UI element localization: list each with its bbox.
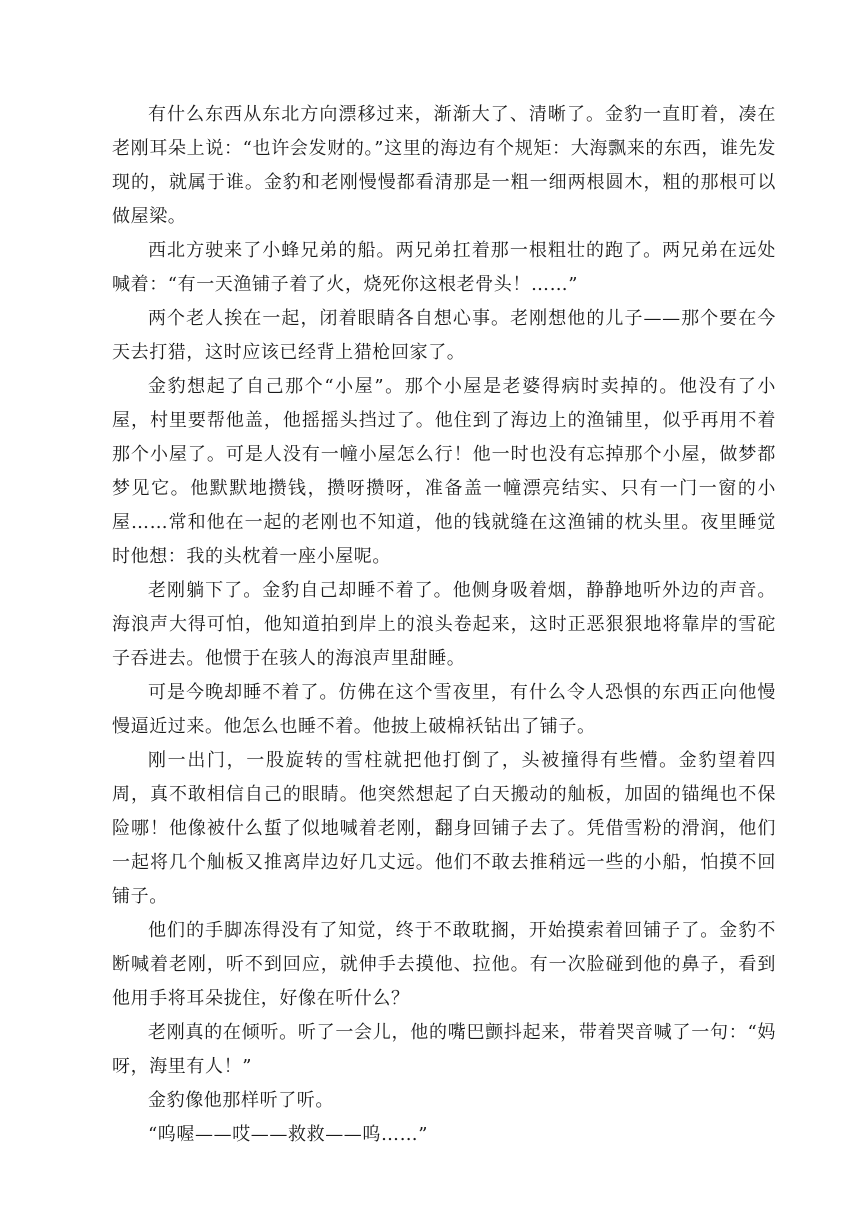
paragraph: 两个老人挨在一起，闭着眼睛各自想心事。老刚想他的儿子——那个要在今天去打猎，这时应该已经背上猎枪回家了。 (112, 308, 776, 363)
paragraph: 西北方驶来了小蜂兄弟的船。两兄弟扛着那一根粗壮的跑了。两兄弟在远处喊着：“有一天渔铺子着了火，烧死你这根老骨头！……” (112, 240, 776, 295)
paragraph: 金豹像他那样听了听。 (148, 1090, 334, 1111)
story-text (112, 98, 776, 1152)
paragraph: 老刚躺下了。金豹自己却睡不着了。他侧身吸着烟，静静地听外边的声音。海浪声大得可怕，他知道拍到岸上的浪头卷起来，这时正恶狠狠地将靠岸的雪砣子吞进去。他惯于在骇人的海浪声里甜睡。 (112, 580, 776, 669)
paragraph: 有什么东西从东北方向漂移过来，渐渐大了、清晰了。金豹一直盯着，凑在老刚耳朵上说：“也许会发财的。”这里的海边有个规矩：大海飘来的东西，谁先发现的，就属于谁。金豹和老刚慢慢都看清那是一粗一细两根圆木，粗的那根可以做屋梁。 (112, 104, 776, 227)
paragraph: 老刚真的在倾听。听了一会儿，他的嘴巴颤抖起来，带着哭音喊了一句：“妈呀，海里有人！” (112, 1022, 776, 1077)
paragraph: “呜喔——哎——救救——呜……” (148, 1124, 429, 1145)
paragraph: 他们的手脚冻得没有了知觉，终于不敢耽搁，开始摸索着回铺子了。金豹不断喊着老刚，听不到回应，就伸手去摸他、拉他。有一次脸碰到他的鼻子，看到他用手将耳朵拢住，好像在听什么？ (112, 920, 776, 1009)
paragraph: 金豹想起了自己那个“小屋”。那个小屋是老婆得病时卖掉的。他没有了小屋，村里要帮他盖，他摇摇头挡过了。他住到了海边上的渔铺里，似乎再用不着那个小屋了。可是人没有一幢小屋怎么行！他一时也没有忘掉那个小屋，做梦都梦见它。他默默地攒钱，攒呀攒呀，准备盖一幢漂亮结实、只有一门一窗的小屋……常和他在一起的老刚也不知道，他的钱就缝在这渔铺的枕头里。夜里睡觉时他想：我的头枕着一座小屋呢。 (112, 376, 776, 567)
paragraph: 刚一出门，一股旋转的雪柱就把他打倒了，头被撞得有些懵。金豹望着四周，真不敢相信自己的眼睛。他突然想起了白天搬动的舢板，加固的锚绳也不保险哪！他像被什么蜇了似地喊着老刚，翻身回铺子去了。凭借雪粉的滑润，他们一起将几个舢板又推离岸边好几丈远。他们不敢去推稍远一些的小船，怕摸不回铺子。 (112, 750, 776, 907)
paragraph: 可是今晚却睡不着了。仿佛在这个雪夜里，有什么令人恐惧的东西正向他慢慢逼近过来。他怎么也睡不着。他披上破棉袄钻出了铺子。 (112, 682, 776, 737)
